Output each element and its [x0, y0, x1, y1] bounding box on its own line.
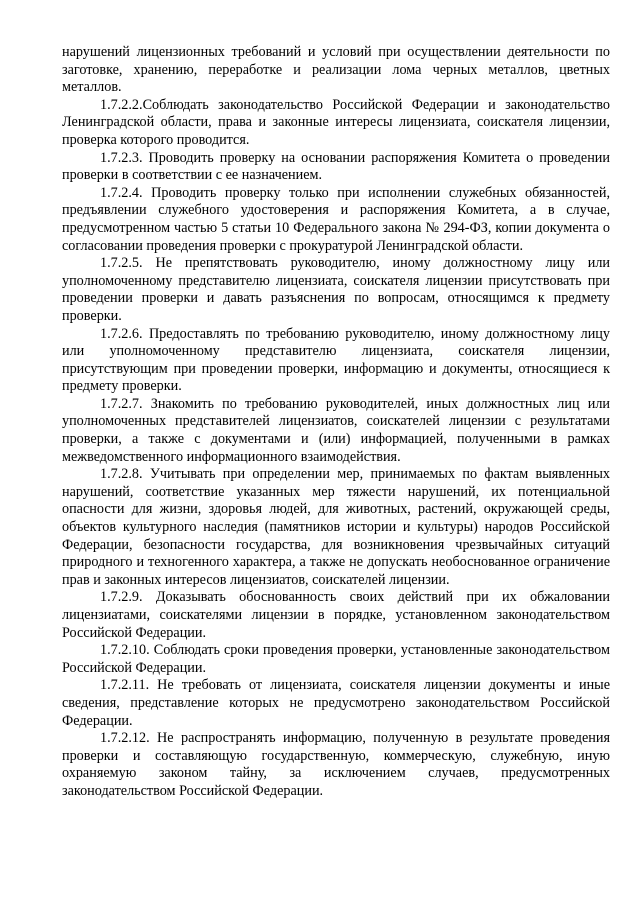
paragraph-1-7-2-11: 1.7.2.11. Не требовать от лицензиата, соискателя лицензии документы и иные сведения, представление которых не предусмотрено законодательством Российской Федерации.	[62, 677, 610, 729]
paragraph-1-7-2-9: 1.7.2.9. Доказывать обоснованность своих действий при их обжаловании лицензиатами, соискателями лицензии в порядке, установленном законодательством Российской Федерации.	[62, 589, 610, 641]
paragraph-1-7-2-5: 1.7.2.5. Не препятствовать руководителю, иному должностному лицу или уполномоченному представителю лицензиата, соискателя лицензии присутствовать при проведении проверки и давать разъяснения по вопросам, относящимся к предмету проверки.	[62, 255, 610, 324]
paragraph-1-7-2-6: 1.7.2.6. Предоставлять по требованию руководителю, иному должностному лицу или уполномоченному представителю лицензиата, соискателя лицензии, присутствующим при проведении проверки, информацию и документы, относящиеся к предмету проверки.	[62, 325, 610, 395]
paragraph-continuation: нарушений лицензионных требований и условий при осуществлении деятельности по заготовке, хранению, переработке и реализации лома черных металлов, цветных металлов.	[62, 44, 610, 96]
paragraph-1-7-2-10: 1.7.2.10. Соблюдать сроки проведения проверки, установленные законодательством Российской Федерации.	[62, 642, 610, 676]
paragraph-1-7-2-8: 1.7.2.8. Учитывать при определении мер, принимаемых по фактам выявленных нарушений, соответствие указанных мер тяжести нарушений, их потенциальной опасности для жизни, здоровья людей, для животных, растений, окружающей среды, объектов культурного наследия (памятников истории и культуры) народов Российской Федерации, безопасности государства, для возникновения чрезвычайных ситуаций природного и техногенного характера, а также не допускать необоснованное ограничение прав и законных интересов лицензиатов, соискателей лицензии.	[62, 466, 610, 588]
paragraph-1-7-2-3: 1.7.2.3. Проводить проверку на основании распоряжения Комитета о проведении проверки в соответствии с ее назначением.	[62, 149, 610, 184]
paragraph-1-7-2-2: 1.7.2.2.Соблюдать законодательство Российской Федерации и законодательство Ленинградской области, права и законные интересы лицензиата, соискателя лицензии, проверка которого проводится.	[62, 96, 610, 148]
paragraph-1-7-2-7: 1.7.2.7. Знакомить по требованию руководителей, иных должностных лиц или уполномоченных представителей лицензиатов, соискателей лицензии с результатами проверки, а также с документами и (или) информацией, полученными в рамках межведомственного информационного взаимодействия.	[62, 395, 610, 465]
paragraph-1-7-2-4: 1.7.2.4. Проводить проверку только при исполнении служебных обязанностей, предъявлении служебного удостоверения и распоряжения Комитета, а в случае, предусмотренном частью 5 статьи 10 Федерального закона № 294-ФЗ, копии документа о согласовании проведения проверки с прокуратурой Ленинградской области.	[62, 184, 610, 254]
document-page	[62, 44, 610, 801]
paragraph-1-7-2-12: 1.7.2.12. Не распространять информацию, полученную в результате проведения проверки и составляющую государственную, коммерческую, служебную, иную охраняемую законом тайну, за исключением случаев, предусмотренных законодательством Российской Федерации.	[62, 730, 610, 799]
